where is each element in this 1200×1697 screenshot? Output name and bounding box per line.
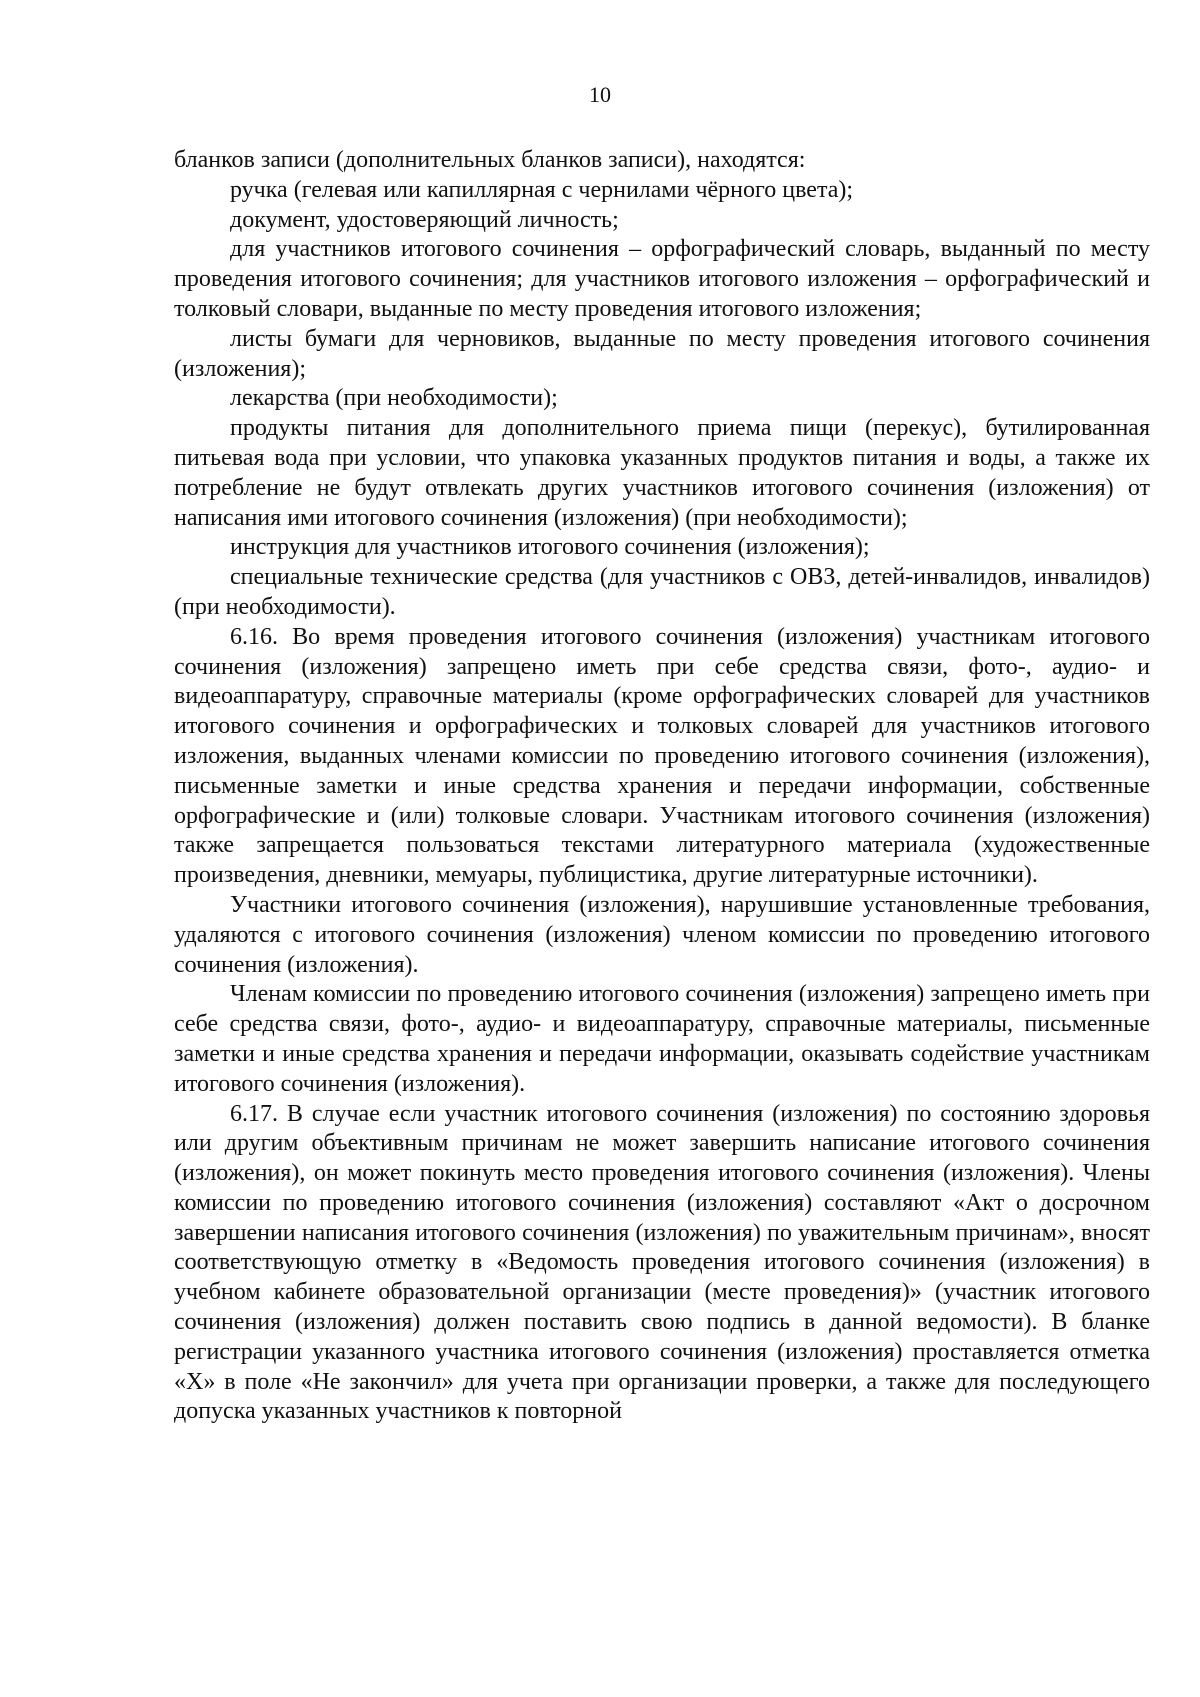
paragraph-6-16: 6.16. Во время проведения итогового сочинения (изложения) участникам итогового сочинения (изложения) запрещено иметь при себе средства связи, фото-, аудио- и видеоаппаратуру, справочные материалы (кроме орфографических словарей для участников итогового сочинения и орфографических и толковых словарей для участников итогового изложения, выданных членами комиссии по проведению итогового сочинения (изложения), письменные заметки и иные средства хранения и передачи информации, собственные орфографические и (или) толковые словари. Участникам итогового сочинения (изложения) также запрещается пользоваться текстами литературного материала (художественные произведения, дневники, мемуары, публицистика, другие литературные источники). xyxy=(174,623,1150,889)
document-body xyxy=(174,146,1150,1427)
paragraph-violators-removed: Участники итогового сочинения (изложения), нарушившие установленные требования, удаляются с итогового сочинения (изложения) членом комиссии по проведению итогового сочинения (изложения). xyxy=(174,891,1150,978)
list-item-instruction: инструкция для участников итогового сочинения (изложения); xyxy=(230,534,870,561)
page-number: 10 xyxy=(589,82,611,107)
paragraph-6-17: 6.17. В случае если участник итогового сочинения (изложения) по состоянию здоровья или другим объективным причинам не может завершить написание итогового сочинения (изложения), он может покинуть место проведения итогового сочинения (изложения). Члены комиссии по проведению итогового сочинения (изложения) составляют «Акт о досрочном завершении написания итогового сочинения (изложения) по уважительным причинам», вносят соответствующую отметку в «Ведомость проведения итогового сочинения (изложения) в учебном кабинете образовательной организации (месте проведения)» (участник итогового сочинения (изложения) должен поставить свою подпись в данной ведомости). В бланке регистрации указанного участника итогового сочинения (изложения) проставляется отметка «X» в поле «Не закончил» для учета при организации проверки, а также для последующего допуска указанных участников к повторной xyxy=(174,1100,1150,1425)
list-item-id-document: документ, удостоверяющий личность; xyxy=(230,206,619,233)
list-item-technical-means: специальные технические средства (для участников с ОВЗ, детей-инвалидов, инвалидов) (при необходимости). xyxy=(174,564,1150,620)
list-item-food-water: продукты питания для дополнительного приема пищи (перекус), бутилированная питьевая вода при условии, что упаковка указанных продуктов питания и воды, а также их потребление не будут отвлекать других участников итогового сочинения (изложения) от написания ими итогового сочинения (изложения) (при необходимости); xyxy=(174,415,1150,531)
list-item-dictionaries: для участников итогового сочинения – орфографический словарь, выданный по месту проведения итогового сочинения; для участников итогового изложения – орфографический и толковый словари, выданные по месту проведения итогового изложения; xyxy=(174,236,1150,322)
paragraph-continuation: бланков записи (дополнительных бланков записи), находятся: xyxy=(174,147,806,173)
list-item-medicines: лекарства (при необходимости); xyxy=(230,385,558,412)
paragraph-commission-restrictions: Членам комиссии по проведению итогового сочинения (изложения) запрещено иметь при себе средства связи, фото-, аудио- и видеоаппаратуру, справочные материалы, письменные заметки и иные средства хранения и передачи информации, оказывать содействие участникам итогового сочинения (изложения). xyxy=(174,981,1150,1097)
list-item-draft-sheets: листы бумаги для черновиков, выданные по месту проведения итогового сочинения (изложения); xyxy=(174,325,1150,382)
list-item-pen: ручка (гелевая или капиллярная с чернилами чёрного цвета); xyxy=(230,176,854,203)
